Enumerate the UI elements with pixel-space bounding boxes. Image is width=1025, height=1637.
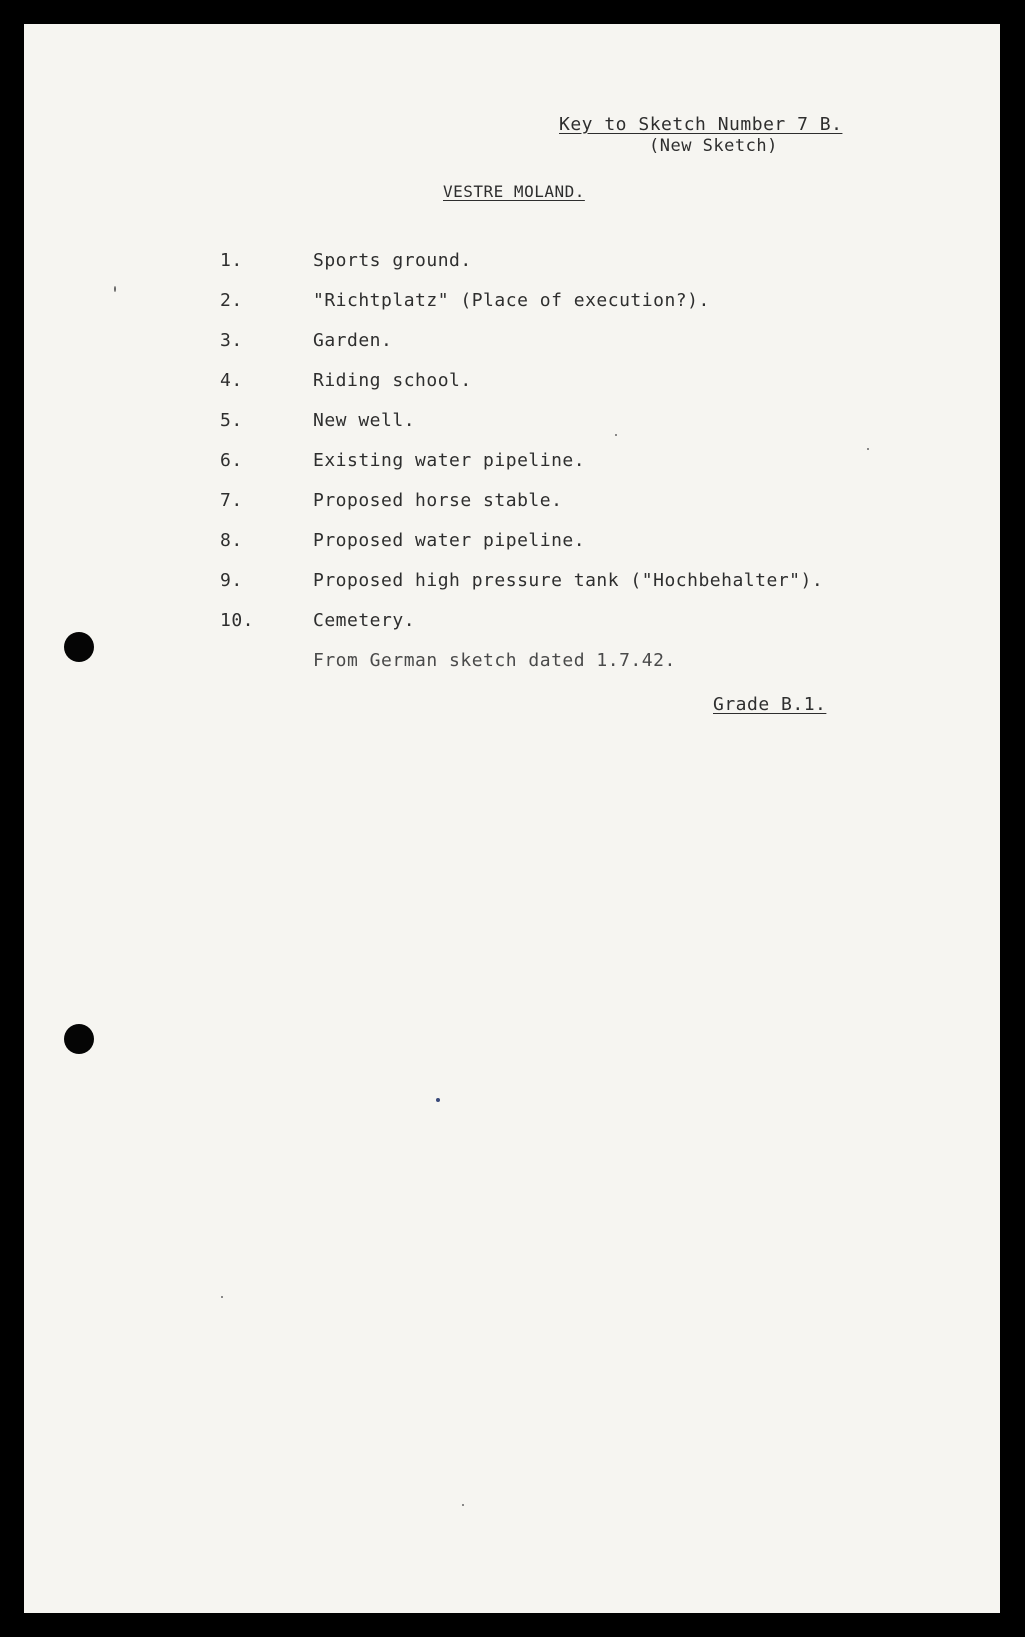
list-item-text: Existing water pipeline. xyxy=(313,450,586,471)
list-item-text: Proposed horse stable. xyxy=(313,490,563,511)
list-item-text: Riding school. xyxy=(313,370,472,391)
list-item-number: 10. xyxy=(220,610,255,631)
list-item-number: 8. xyxy=(220,530,243,551)
document-page xyxy=(24,24,1000,1613)
list-item-text: Garden. xyxy=(313,330,393,351)
page-title: VESTRE MOLAND. xyxy=(443,182,585,201)
paper-speck xyxy=(114,286,116,292)
list-item-text: Sports ground. xyxy=(313,250,472,271)
punch-hole xyxy=(64,1024,94,1054)
paper-speck xyxy=(221,1296,223,1298)
list-item-number: 2. xyxy=(220,290,243,311)
list-item-number: 5. xyxy=(220,410,243,431)
sketch-key-heading: Key to Sketch Number 7 B. xyxy=(559,114,843,135)
list-item-number: 9. xyxy=(220,570,243,591)
list-item-number: 7. xyxy=(220,490,243,511)
list-item-text: Proposed high pressure tank ("Hochbehalter"). xyxy=(313,570,824,591)
list-item-text: New well. xyxy=(313,410,416,431)
paper-speck xyxy=(436,1098,440,1102)
list-item-number: 3. xyxy=(220,330,243,351)
source-note: From German sketch dated 1.7.42. xyxy=(313,650,676,671)
list-item-number: 4. xyxy=(220,370,243,391)
paper-speck xyxy=(867,448,869,450)
list-item-number: 6. xyxy=(220,450,243,471)
list-item-text: Cemetery. xyxy=(313,610,416,631)
list-item-text: Proposed water pipeline. xyxy=(313,530,586,551)
punch-hole xyxy=(64,632,94,662)
paper-speck xyxy=(615,434,617,436)
grade-label: Grade B.1. xyxy=(713,694,827,715)
list-item-number: 1. xyxy=(220,250,243,271)
paper-speck xyxy=(462,1504,464,1506)
list-item-text: "Richtplatz" (Place of execution?). xyxy=(313,290,710,311)
sketch-subheading: (New Sketch) xyxy=(649,136,778,156)
